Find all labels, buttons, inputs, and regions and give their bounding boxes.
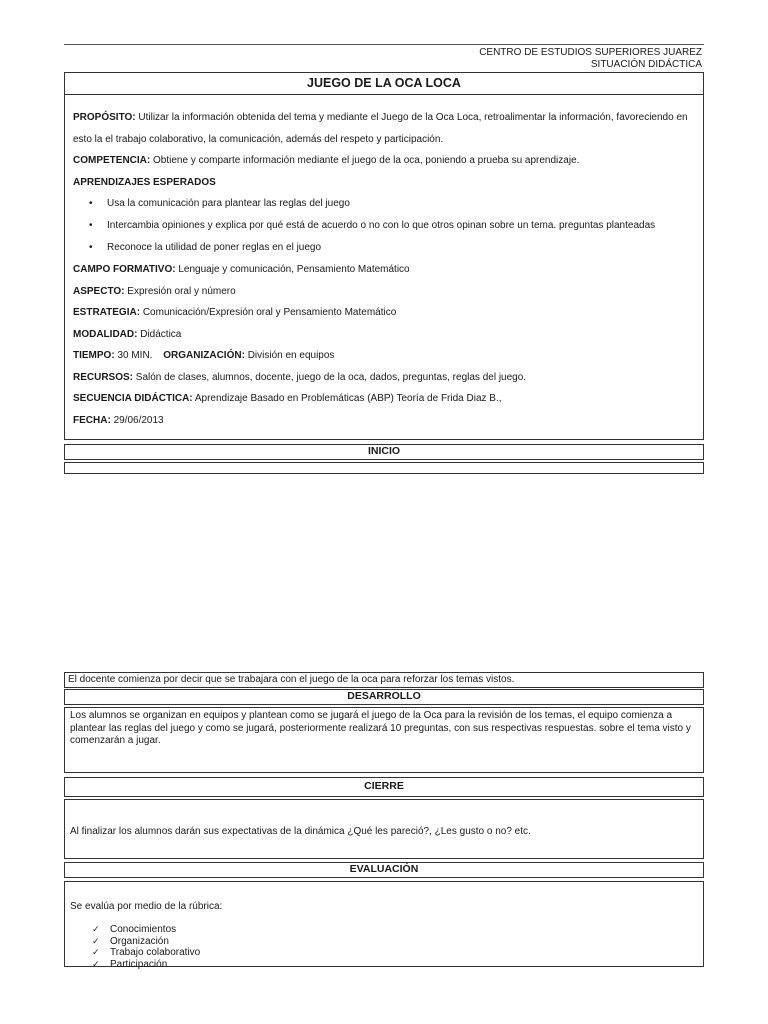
doc-header: [64, 44, 704, 72]
doc-subtitle: SITUACIÓN DIDÁCTICA: [590, 59, 702, 70]
evaluacion-intro: Se evalúa por medio de la rúbrica:: [70, 901, 223, 912]
list-item-text: Intercambia opiniones y explica por qué está de acuerdo o no con lo que otros opinan sobre un tema. preguntas planteadas: [107, 220, 656, 231]
field-aspecto: [73, 281, 695, 303]
secuencia-label: SECUENCIA DIDÁCTICA:: [73, 393, 193, 404]
cierre-text: Al finalizar los alumnos darán sus expectativas de la dinámica ¿Qué les pareció?, ¿Les gusto o no? etc.: [70, 826, 531, 837]
recursos-text: Salón de clases, alumnos, docente, juego de la oca, dados, preguntas, reglas del juego.: [135, 371, 527, 383]
competencia-label: COMPETENCIA:: [73, 155, 151, 166]
bullet-icon: •: [89, 220, 93, 231]
bullet-icon: •: [89, 198, 93, 209]
rubric-list: [70, 924, 698, 970]
list-item-text: Organización: [110, 935, 169, 947]
aspecto-label: ASPECTO:: [73, 285, 125, 297]
list-item: [73, 237, 695, 259]
list-item: [73, 193, 695, 215]
field-recursos: [73, 367, 695, 389]
list-item: [73, 215, 695, 237]
list-item: [70, 936, 698, 948]
proposito-label: PROPÓSITO:: [73, 112, 136, 123]
check-icon: ✓: [92, 947, 100, 957]
list-item-text: Conocimientos: [110, 924, 177, 935]
cierre-box: [64, 799, 704, 859]
check-icon: ✓: [92, 924, 100, 934]
fecha-label: FECHA:: [73, 414, 111, 426]
field-estrategia: [73, 302, 695, 324]
list-item-text: Usa la comunicación para plantear las reglas del juego: [107, 198, 350, 209]
page-title: JUEGO DE LA OCA LOCA: [307, 76, 461, 90]
competencia-text: Obtiene y comparte información mediante el juego de la oca, poniendo a prueba su aprendizaje.: [153, 155, 580, 166]
document-page: [64, 44, 704, 474]
evaluacion-box: [64, 881, 704, 970]
modalidad-label: MODALIDAD:: [73, 328, 138, 340]
aprendizajes-list: [73, 193, 695, 259]
list-item-text: Trabajo colaborativo: [110, 947, 201, 958]
list-item-text: Reconoce la utilidad de poner reglas en el juego: [107, 242, 322, 253]
title-box: [64, 72, 704, 95]
section-header-desarrollo: DESARROLLO: [64, 689, 704, 705]
field-fecha: [73, 410, 695, 432]
field-secuencia: [73, 388, 695, 410]
recursos-label: RECURSOS:: [73, 371, 134, 383]
plan-box: [64, 94, 704, 440]
list-item-text: Participación: [110, 958, 168, 970]
field-modalidad: [73, 324, 695, 346]
secuencia-text: Aprendizaje Basado en Problemáticas (ABP) Teoría de Frida Diaz B.,: [194, 393, 502, 404]
section-header-inicio: INICIO: [64, 444, 704, 460]
inicio-text-row: El docente comienza por decir que se trabajara con el juego de la oca para reforzar los temas vistos.: [64, 672, 704, 688]
desarrollo-box: [64, 707, 704, 773]
check-icon: ✓: [92, 935, 100, 946]
proposito-text: Utilizar la información obtenida del tema y mediante el Juego de la Oca Loca, retroalimentar la información, favoreciendo en esto la el trabajo colaborativo, la comunicación, además del respeto y participación.: [73, 112, 688, 145]
institution-name: CENTRO DE ESTUDIOS SUPERIORES JUAREZ: [479, 47, 702, 58]
section-header-cierre: CIERRE: [64, 777, 704, 797]
estrategia-label: ESTRATEGIA:: [73, 307, 141, 318]
desarrollo-text: Los alumnos se organizan en equipos y plantean como se jugará el juego de la Oca para la revisión de los temas, el equipo comienza a plantear las reglas del juego y como se jugará, posteriormente realizará 10 preguntas, con sus respectivas respuestas. sobre el tema visto y comenzarán a jugar.: [70, 710, 691, 746]
list-item: [70, 959, 698, 971]
campo-label: CAMPO FORMATIVO:: [73, 264, 176, 275]
campo-text: Lenguaje y comunicación, Pensamiento Matemático: [178, 264, 410, 275]
list-item: [70, 947, 698, 959]
section-header-evaluacion: EVALUACIÓN: [64, 862, 704, 878]
tiempo-text: 30 MIN.: [117, 350, 153, 361]
aspecto-text: Expresión oral y número: [127, 285, 236, 297]
bullet-icon: •: [89, 242, 93, 253]
lower-section: [64, 672, 704, 970]
field-tiempo-organizacion: [73, 345, 695, 367]
aprendizajes-heading: APRENDIZAJES ESPERADOS: [73, 176, 216, 188]
organizacion-label: ORGANIZACIÓN:: [163, 350, 245, 361]
empty-row: [64, 462, 704, 474]
fecha-text: 29/06/2013: [113, 414, 164, 426]
field-proposito: [73, 107, 695, 150]
organizacion-text: División en equipos: [247, 350, 335, 361]
field-competencia: [73, 150, 695, 172]
field-campo-formativo: [73, 259, 695, 281]
modalidad-text: Didáctica: [140, 328, 182, 340]
tiempo-label: TIEMPO:: [73, 350, 115, 361]
list-item: [70, 924, 698, 936]
estrategia-text: Comunicación/Expresión oral y Pensamiento Matemático: [142, 307, 397, 318]
check-icon: ✓: [92, 958, 100, 969]
